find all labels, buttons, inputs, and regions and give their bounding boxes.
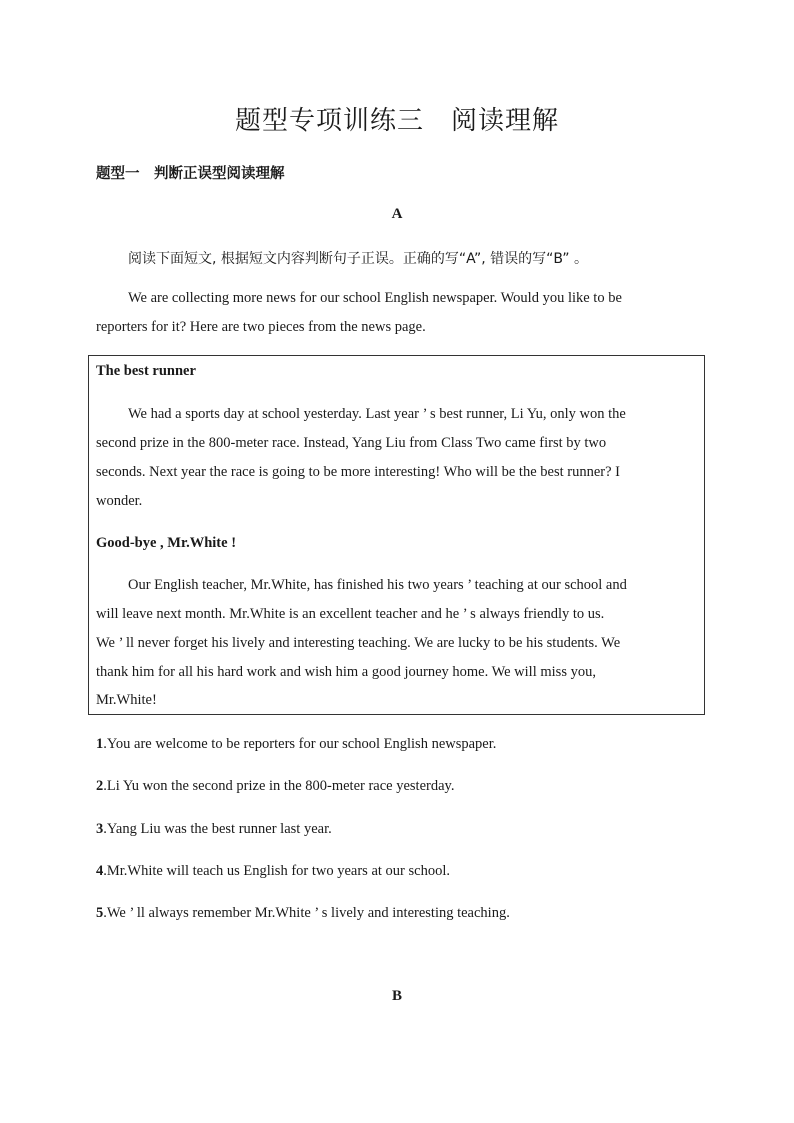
question-number: 2: [96, 778, 104, 794]
article2-line: Mr.White!: [96, 692, 157, 708]
question-number: 1: [96, 736, 104, 752]
section-heading: 题型一 判断正误型阅读理解: [96, 166, 285, 182]
article1-line: wonder.: [96, 493, 143, 509]
question-text: .Li Yu won the second prize in the 800-meter race yesterday.: [103, 778, 455, 794]
passage-letter-b: B: [391, 988, 402, 1004]
article2-line: We ’ ll never forget his lively and interesting teaching. We are lucky to be his students. We: [96, 635, 621, 651]
intro-line-2: reporters for it? Here are two pieces from the news page.: [96, 319, 426, 335]
question-number: 3: [96, 821, 104, 837]
question-4: [96, 863, 450, 880]
article1-line: We had a sports day at school yesterday. Last year ’ s best runner, Li Yu, only won the: [128, 406, 626, 422]
question-text: .We ’ ll always remember Mr.White ’ s lively and interesting teaching.: [103, 905, 510, 921]
article2-title: Good-bye , Mr.White !: [96, 535, 237, 551]
question-text: .You are welcome to be reporters for our school English newspaper.: [103, 736, 497, 752]
instruction-text: 阅读下面短文, 根据短文内容判断句子正误。正确的写“A”, 错误的写“B” 。: [128, 251, 588, 267]
question-1: [96, 736, 496, 753]
page-title: 题型专项训练三 阅读理解: [234, 106, 559, 136]
news-box: [88, 355, 705, 715]
question-number: 4: [96, 863, 104, 879]
question-text: .Yang Liu was the best runner last year.: [103, 821, 332, 837]
article1-title: The best runner: [96, 363, 196, 379]
question-5: [96, 905, 510, 922]
question-3: [96, 821, 332, 838]
article1-line: seconds. Next year the race is going to be more interesting! Who will be the best runner? I: [96, 464, 620, 480]
article2-line: will leave next month. Mr.White is an excellent teacher and he ’ s always friendly to us.: [96, 606, 605, 622]
article2-line: thank him for all his hard work and wish him a good journey home. We will miss you,: [96, 664, 596, 680]
question-text: .Mr.White will teach us English for two years at our school.: [103, 863, 450, 879]
question-2: [96, 778, 454, 795]
question-number: 5: [96, 905, 104, 921]
article1-line: second prize in the 800-meter race. Instead, Yang Liu from Class Two came first by two: [96, 435, 607, 451]
article2-line: Our English teacher, Mr.White, has finished his two years ’ teaching at our school and: [128, 577, 627, 593]
passage-letter-a: A: [391, 206, 403, 222]
intro-line-1: We are collecting more news for our school English newspaper. Would you like to be: [128, 290, 622, 306]
